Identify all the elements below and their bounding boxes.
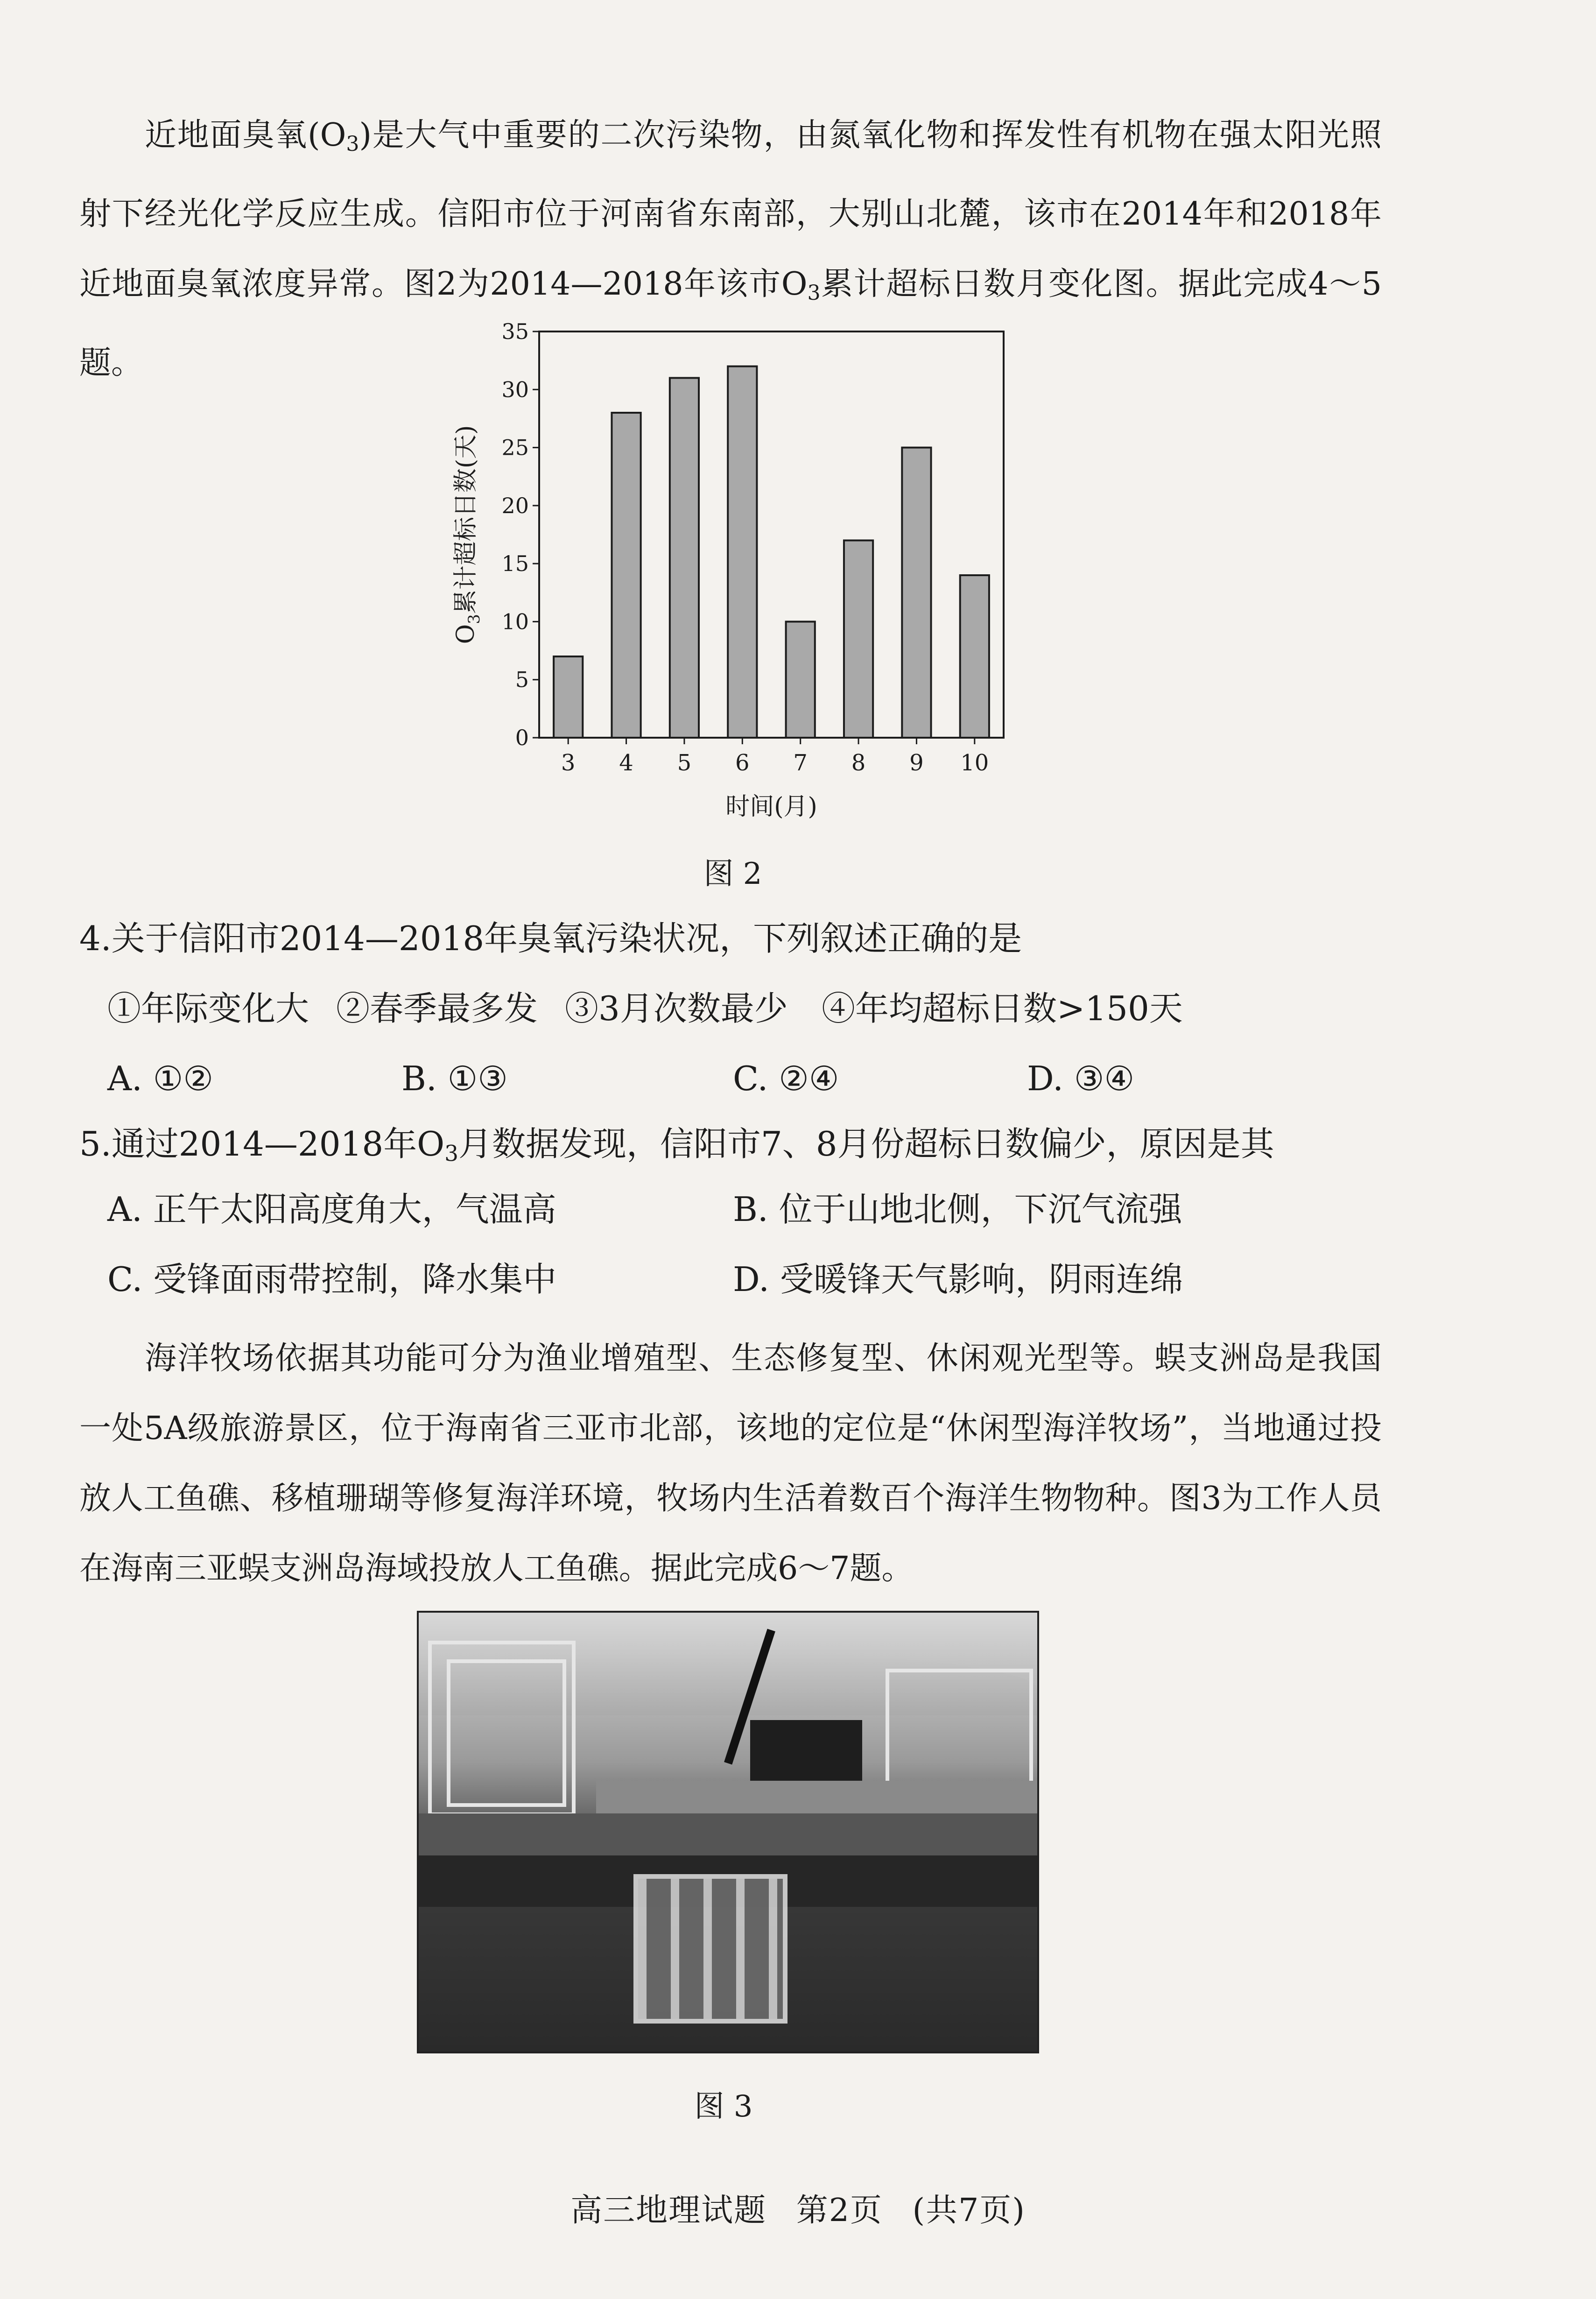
photo-crane-cab	[750, 1720, 862, 1790]
page-footer	[0, 2185, 1596, 2230]
footer-title: 高三地理试题	[570, 2192, 767, 2229]
bar	[844, 540, 873, 738]
q4-option-a: A. ①②	[107, 1059, 213, 1098]
x-tick-label: 8	[851, 750, 866, 776]
intro1-text-3: 累计超标日数月变化图。据此完成4～5题。	[79, 266, 1382, 382]
question4-stem: 4.关于信阳市2014—2018年臭氧污染状况，下列叙述正确的是	[79, 919, 1022, 958]
y-tick-label: 10	[501, 609, 529, 635]
footer-page-number: 第2页	[796, 2192, 883, 2229]
q5-option-a: A. 正午太阳高度角大，气温高	[107, 1190, 556, 1229]
bar	[670, 378, 699, 738]
y-tick-label: 0	[515, 725, 529, 750]
q5-option-b: B. 位于山地北侧，下沉气流强	[733, 1190, 1182, 1229]
q4-option-d: D. ③④	[1027, 1059, 1135, 1098]
q5-option-c: C. 受锋面雨带控制，降水集中	[107, 1260, 557, 1299]
intro-paragraph-ocean-ranch: 海洋牧场依据其功能可分为渔业增殖型、生态修复型、休闲观光型等。蜈支洲岛是我国一处5A级旅游景区，位于海南省三亚市北部，该地的定位是“休闲型海洋牧场”，当地通过投放人工鱼礁、移植珊瑚等修复海洋环境，牧场内生活着数百个海洋生物物种。图3为工作人员在海南三亚蜈支洲岛海域投放人工鱼礁。据此完成6～7题。	[79, 1340, 1382, 1587]
x-tick-label: 7	[793, 750, 808, 776]
q5-stem-2: 月数据发现，信阳市7、8月份超标日数偏少，原因是其	[458, 1124, 1274, 1164]
x-tick-label: 10	[960, 750, 989, 776]
x-tick-label: 4	[619, 750, 633, 776]
bar	[786, 621, 815, 738]
x-tick-label: 9	[909, 750, 924, 776]
figure2-caption: 图 2	[703, 857, 762, 891]
y-tick-label: 30	[501, 377, 529, 402]
q4-item-1: ①年际变化大	[107, 989, 309, 1028]
q4-item-2: ②春季最多发	[336, 989, 538, 1028]
bar	[612, 413, 640, 738]
q5-stem-sub: 3	[444, 1141, 458, 1167]
x-tick-label: 3	[561, 750, 576, 776]
q5-option-d: D. 受暖锋天气影响，阴雨连绵	[733, 1260, 1183, 1299]
y-tick-label: 20	[501, 493, 529, 518]
footer-total-pages: (共7页)	[912, 2192, 1026, 2229]
plot-frame	[539, 331, 1004, 738]
ozone-bar-chart	[434, 303, 1050, 840]
q4-option-b: B. ①③	[401, 1059, 508, 1098]
photo-reef-frame-left-inner	[447, 1659, 566, 1807]
y-tick-label: 35	[501, 319, 529, 344]
q4-option-c: C. ②④	[733, 1059, 839, 1098]
q4-item-4: ④年均超标日数>150天	[822, 989, 1183, 1028]
question5-stem	[79, 1121, 1274, 1178]
bar	[728, 367, 757, 738]
y-axis-label: $O_3$累计超标日数(天)	[452, 425, 484, 644]
intro1-sub-2: 3	[807, 281, 821, 305]
bar	[902, 448, 931, 738]
x-tick-label: 5	[677, 750, 692, 776]
x-axis-label: 时间(月)	[725, 793, 817, 821]
photo-artificial-reef	[633, 1874, 787, 2024]
intro1-text-2: )是大气中重要的二次污染物，由氮氧化物和挥发性有机物在强太阳光照射下经光化学反应生成。信阳市位于河南省东南部，大别山北麓，该市在2014年和2018年近地面臭氧浓度异常。图2为2014—2018年该市O	[79, 117, 1382, 303]
intro1-sub-1: 3	[346, 132, 359, 156]
bar	[554, 656, 583, 738]
x-tick-label: 6	[735, 750, 750, 776]
q5-stem-1: 5.通过2014—2018年O	[79, 1124, 445, 1164]
y-tick-label: 15	[501, 551, 529, 577]
q4-item-3: ③3月次数最少	[565, 989, 788, 1028]
y-tick-label: 25	[501, 435, 529, 460]
y-tick-label: 5	[515, 667, 529, 692]
artificial-reef-photo	[417, 1611, 1039, 2053]
intro1-text-1: 近地面臭氧(O	[145, 117, 346, 154]
figure3-caption: 图 3	[694, 2089, 753, 2124]
bar	[960, 575, 989, 738]
